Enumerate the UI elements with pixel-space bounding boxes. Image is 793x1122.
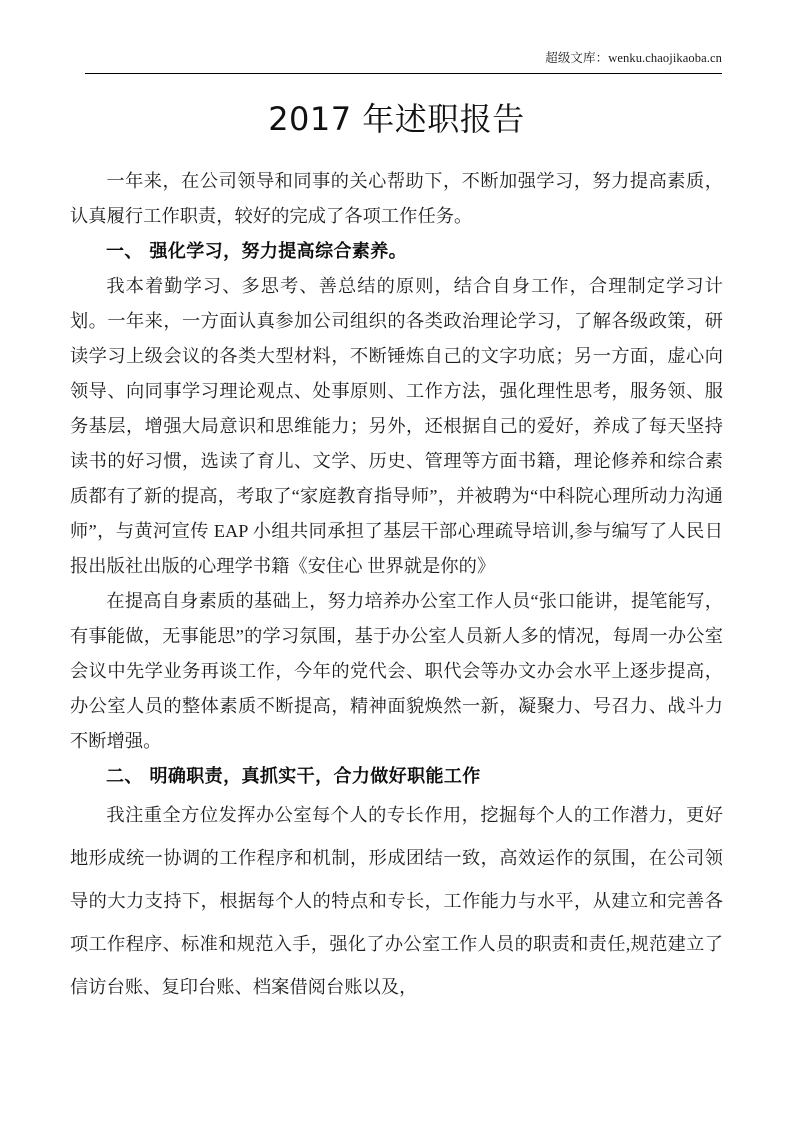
intro-paragraph: 一年来，在公司领导和同事的关心帮助下，不断加强学习，努力提高素质，认真履行工作职责，较好的完成了各项工作任务。: [70, 171, 723, 226]
section-one-paragraph-1: 我本着勤学习、多思考、善总结的原则，结合自身工作，合理制定学习计划。一年来，一方面认真参加公司组织的各类政治理论学习，了解各级政策，研读学习上级会议的各类大型材料，不断锤炼自己的文字功底；另一方面，虚心向领导、向同事学习理论观点、处事原则、工作方法，强化理性思考，服务领、服务基层，增强大局意识和思维能力；另外，还根据自己的爱好，养成了每天坚持读书的好习惯，选读了育儿、文学、历史、管理等方面书籍，理论修养和综合素质都有了新的提高，考取了“家庭教育指导师”，并被聘为“中科院心理所动力沟通师”，与黄河宣传 EAP 小组共同承担了基层干部心理疏导培训,参与编写了人民日报出版社出版的心理学书籍《安住心 世界就是你的》: [70, 276, 723, 576]
page-header: [0, 0, 793, 78]
document-body: [70, 84, 723, 1009]
header-watermark-text: 超级文库：wenku.chaojikaoba.cn: [545, 51, 722, 65]
section-one-paragraph-2: 在提高自身素质的基础上，努力培养办公室工作人员“张口能讲，提笔能写，有事能做，无事能思”的学习氛围，基于办公室人员新人多的情况，每周一办公室会议中先学业务再谈工作，今年的党代会、职代会等办文办会水平上逐步提高，办公室人员的整体素质不断提高，精神面貌焕然一新，凝聚力、号召力、战斗力不断增强。: [70, 591, 723, 751]
section-heading-two: 二、 明确职责，真抓实干，合力做好职能工作: [106, 766, 481, 787]
page-title: 2017 年述职报告: [268, 100, 525, 138]
section-heading-one: 一、 强化学习，努力提高综合素养。: [106, 241, 408, 262]
header-divider-rule: [85, 73, 722, 74]
section-two-paragraph-1: 我注重全方位发挥办公室每个人的专长作用，挖掘每个人的工作潜力，更好地形成统一协调的工作程序和机制，形成团结一致，高效运作的氛围，在公司领导的大力支持下，根据每个人的特点和专长，工作能力与水平，从建立和完善各项工作程序、标准和规范入手，强化了办公室工作人员的职责和责任,规范建立了信访台账、复印台账、档案借阅台账以及，: [70, 805, 723, 997]
title-spacer: [70, 142, 723, 164]
